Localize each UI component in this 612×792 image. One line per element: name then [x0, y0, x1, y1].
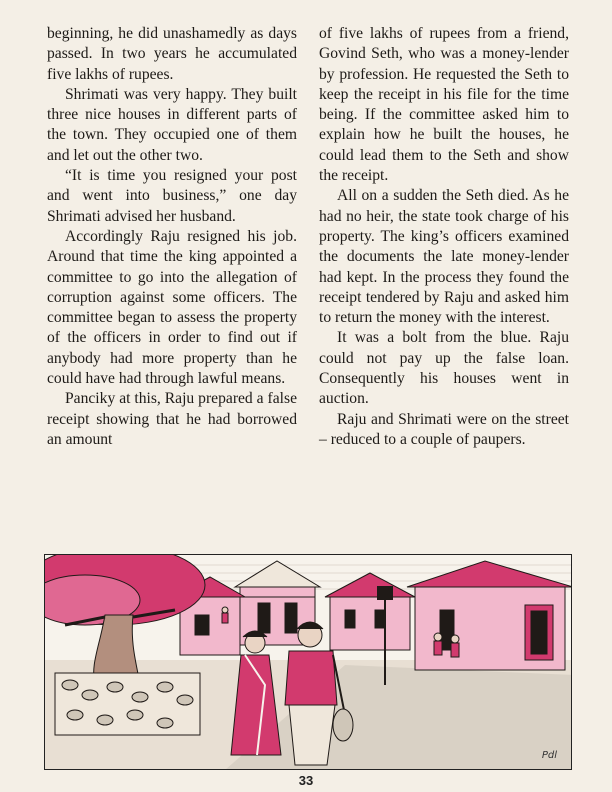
paragraph: Accordingly Raju resigned his job. Around that time the king appointed a committee to go into the allegation of corruption against some officers. The committee began to assess the property of the officers in order to find out if anybody had more property than he could have had through lawful means. — [47, 227, 297, 388]
artist-signature: Pdl — [541, 750, 557, 761]
paragraph: Shrimati was very happy. They built three nice houses in different parts of the town. They occupied one of them and let out the other two. — [47, 85, 297, 164]
stone-platform — [55, 673, 200, 735]
paragraph: Raju and Shrimati were on the street – reduced to a couple of paupers. — [319, 410, 569, 448]
paragraph: It was a bolt from the blue. Raju could not pay up the false loan. Consequently his houses went in auction. — [319, 329, 569, 408]
paragraph: beginning, he did unashamedly as days passed. In two years he accumulated five lakhs of rupees. — [47, 25, 297, 83]
paragraph: “It is time you resigned your post and went into business,” one day Shrimati advised her husband. — [47, 167, 297, 225]
paragraph: All on a sudden the Seth died. As he had no heir, the state took charge of his property. The king’s officers examined the documents the late money-lender had kept. In the process they found the receipt tendered by Raju and asked him to return the money with the interest. — [319, 187, 569, 327]
street-scene-drawing — [45, 555, 572, 770]
left-column — [47, 24, 297, 450]
page-number: 33 — [298, 773, 314, 788]
paragraph: Panciky at this, Raju prepared a false receipt showing that he had borrowed an amount — [47, 390, 297, 448]
right-column — [319, 24, 569, 450]
story-illustration — [44, 554, 572, 770]
paragraph: of five lakhs of rupees from a friend, Govind Seth, who was a money-lender by profession. He requested the Seth to keep the receipt in his file for the time being. If the committee asked him to explain how he built the houses, he could lead them to the Seth and show the receipt. — [319, 25, 569, 185]
